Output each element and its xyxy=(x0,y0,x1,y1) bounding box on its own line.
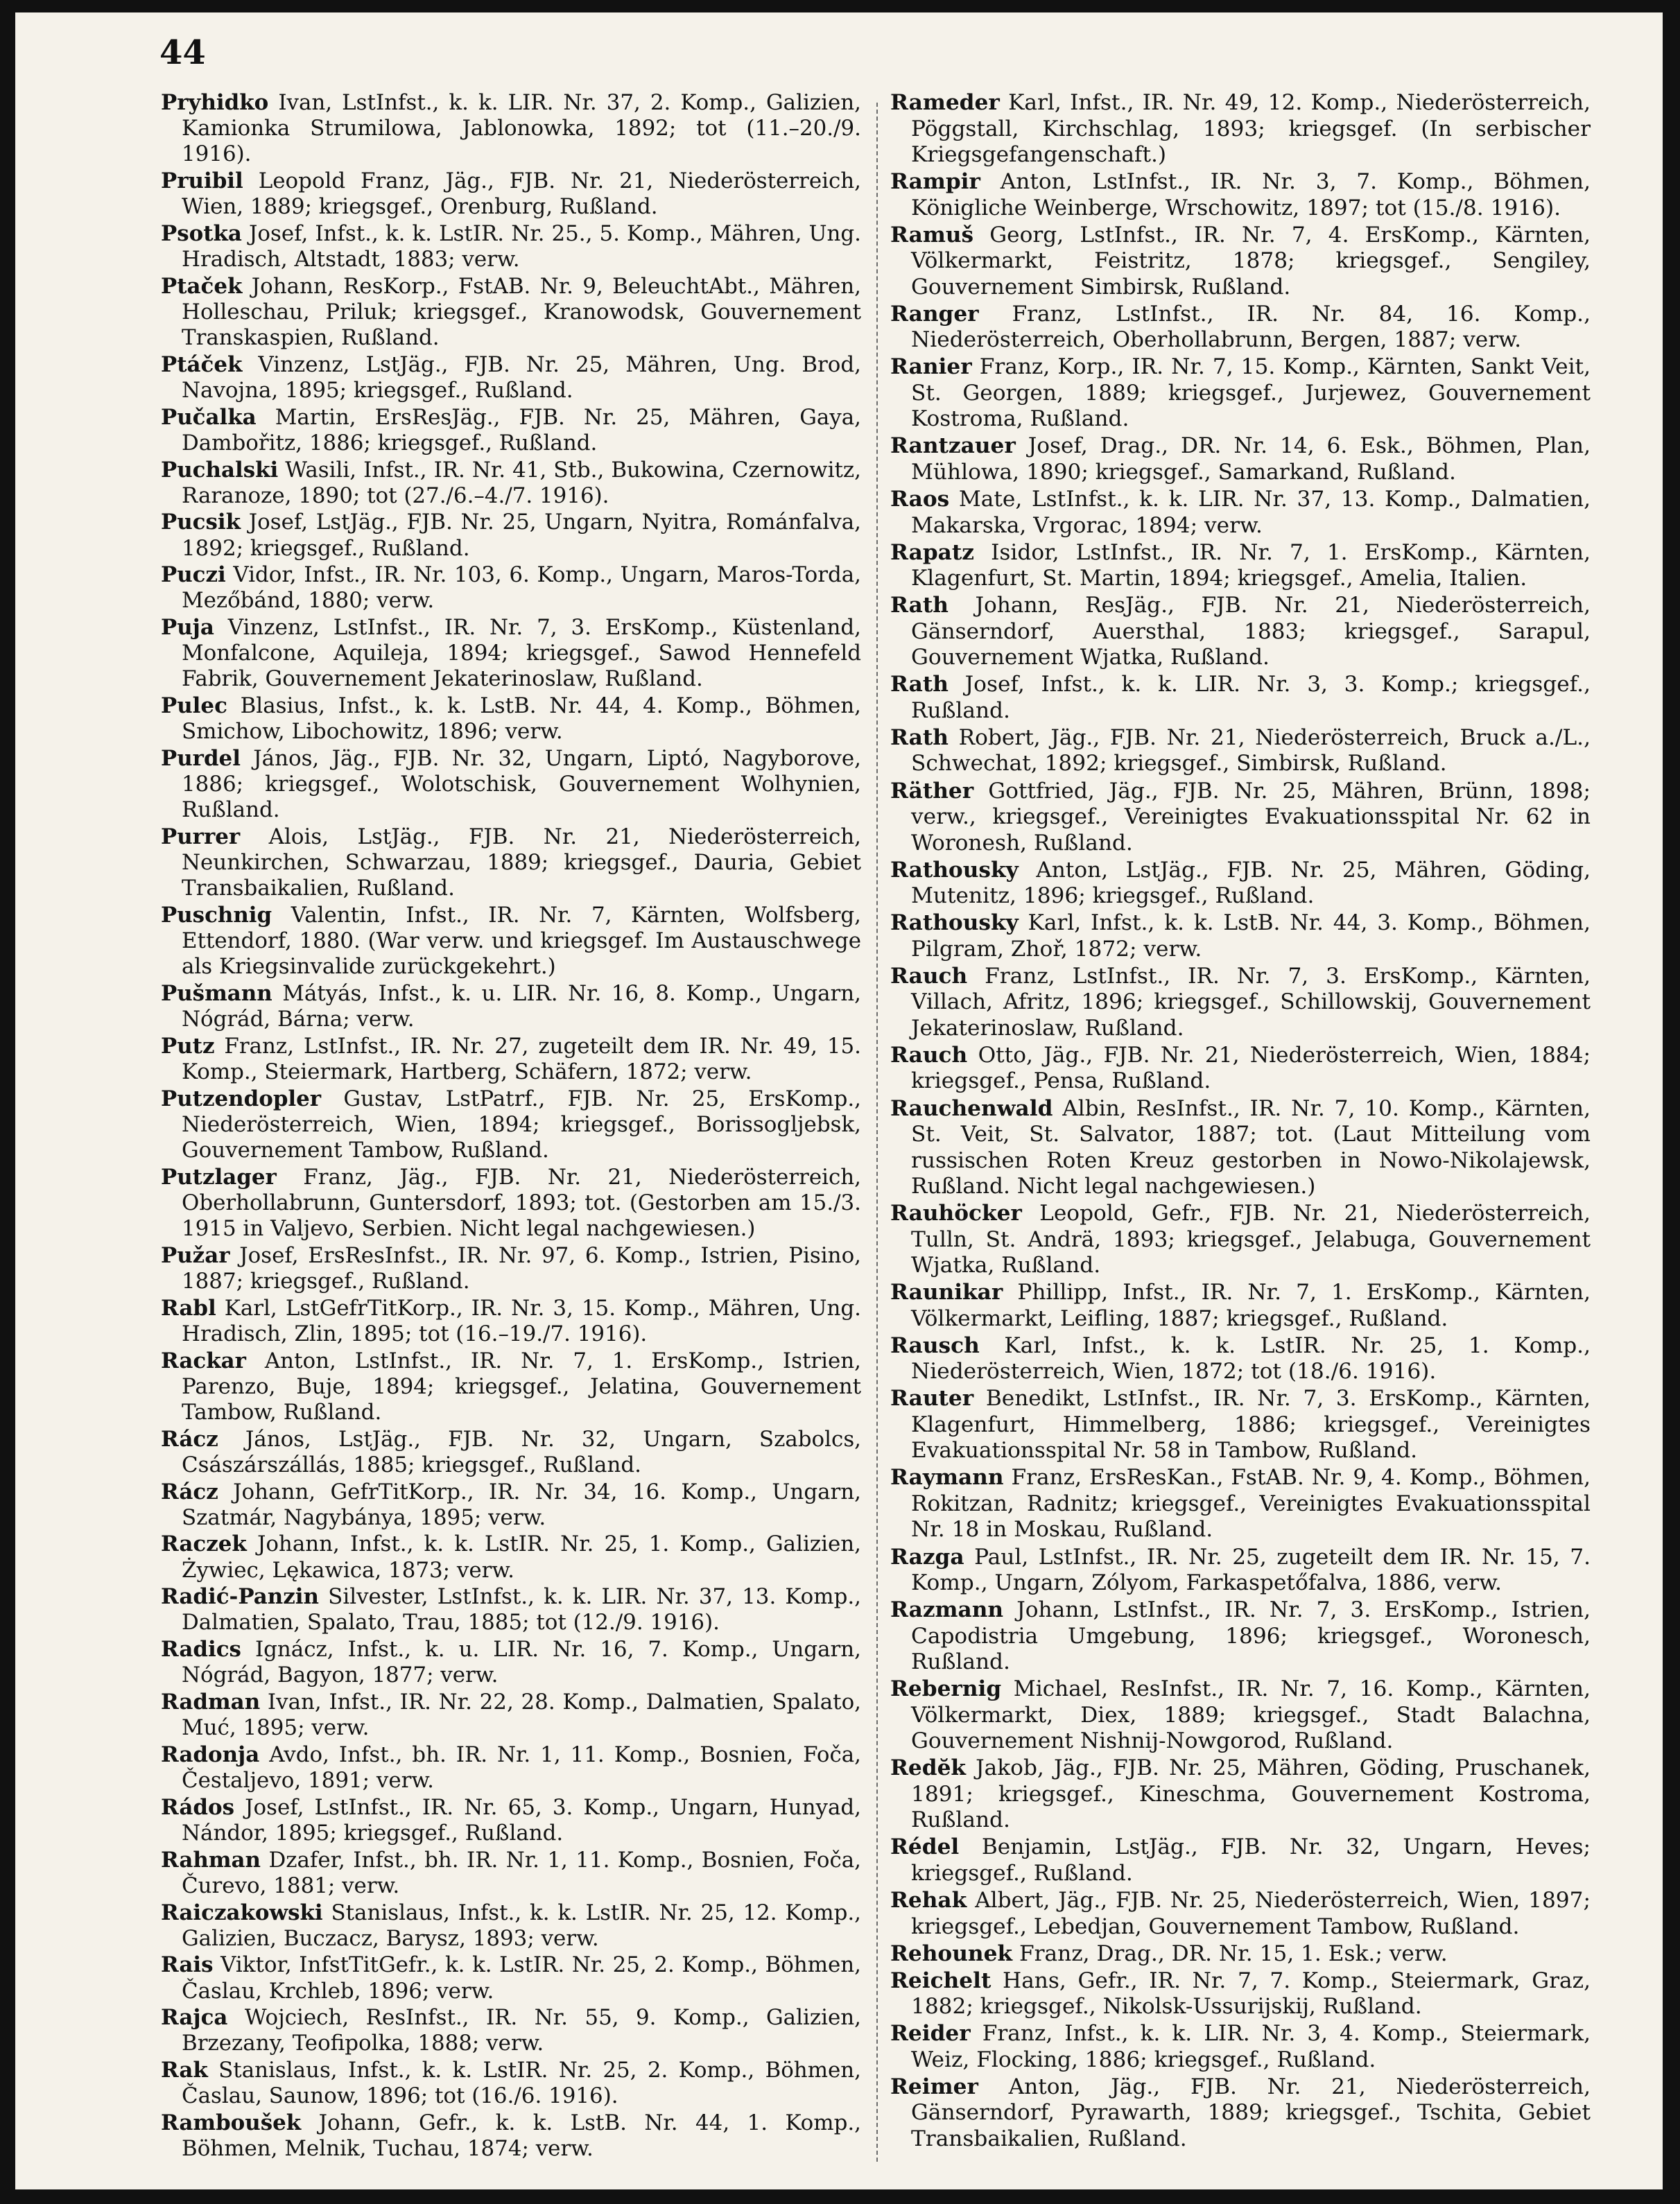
list-entry xyxy=(890,302,1591,354)
entry-surname: Rais xyxy=(161,1952,214,1978)
entry-details: Isidor, LstInfst., IR. Nr. 7, 1. ErsKomp., Kärnten, Klagenfurt, St. Martin, 1894; kriegsgef., Amelia, Italien. xyxy=(911,539,1591,591)
list-entry xyxy=(890,433,1591,485)
entry-details: János, LstJäg., FJB. Nr. 32, Ungarn, Szabolcs, Császárszállás, 1885; kriegsgef., Rußland. xyxy=(182,1426,861,1477)
list-entry xyxy=(890,1201,1591,1279)
list-entry xyxy=(890,1968,1591,2020)
entry-details: Karl, Infst., k. k. LstIR. Nr. 25, 1. Komp., Niederösterreich, Wien, 1872; tot (18./6. 1916). xyxy=(911,1333,1591,1385)
list-entry xyxy=(161,1480,861,1531)
entry-surname: Purdel xyxy=(161,746,241,772)
entry-surname: Pulec xyxy=(161,693,227,719)
entry-details: Gustav, LstPatrf., FJB. Nr. 25, ErsKomp., Niederösterreich, Wien, 1894; kriegsgef., Borissogljebsk, Gouvernement Tambow, Rußland. xyxy=(182,1086,861,1163)
document-page xyxy=(15,12,1663,2189)
entry-details: Josef, Infst., k. k. LIR. Nr. 3, 3. Komp.; kriegsgef., Rußland. xyxy=(911,672,1591,723)
list-entry xyxy=(890,779,1591,857)
entry-surname: Puczi xyxy=(161,562,226,588)
list-entry xyxy=(161,1795,861,1846)
entry-details: Johann, Infst., k. k. LstIR. Nr. 25, 1. Komp., Galizien, Żywiec, Lękawica, 1873; verw. xyxy=(182,1531,861,1583)
left-column xyxy=(161,90,861,2163)
entry-surname: Rauch xyxy=(890,963,968,989)
list-entry xyxy=(161,1427,861,1478)
entry-details: Johann, GefrTitKorp., IR. Nr. 34, 16. Komp., Ungarn, Szatmár, Nagybánya, 1895; verw. xyxy=(182,1479,861,1530)
entry-details: Martin, ErsResJäg., FJB. Nr. 25, Mähren, Gaya, Dambořitz, 1886; kriegsgef., Rußland. xyxy=(182,404,861,455)
entry-surname: Pucsik xyxy=(161,510,241,535)
entry-details: Ignácz, Infst., k. u. LIR. Nr. 16, 7. Komp., Ungarn, Nógrád, Bagyon, 1877; verw. xyxy=(182,1637,861,1688)
list-entry xyxy=(890,487,1591,539)
entry-surname: Rak xyxy=(161,2058,208,2083)
entry-details: Josef, LstInfst., IR. Nr. 65, 3. Komp., Ungarn, Hunyad, Nándor, 1895; kriegsgef., Rußland. xyxy=(182,1794,861,1846)
entry-details: Karl, Infst., k. k. LstB. Nr. 44, 3. Komp., Böhmen, Pilgram, Zhoř, 1872; verw. xyxy=(911,910,1591,962)
list-entry xyxy=(161,458,861,509)
list-entry xyxy=(890,1465,1591,1543)
list-entry xyxy=(890,90,1591,168)
list-entry xyxy=(161,1637,861,1688)
entry-surname: Pužar xyxy=(161,1242,230,1268)
entry-details: Blasius, Infst., k. k. LstB. Nr. 44, 4. Komp., Böhmen, Smichow, Libochowitz, 1896; verw. xyxy=(182,693,861,745)
entry-details: Franz, Jäg., FJB. Nr. 21, Niederösterreich, Oberhollabrunn, Guntersdorf, 1893; tot. (Gestorben am 15./3. 1915 in Valjevo, Serbien. Nicht legal nachgewiesen.) xyxy=(182,1164,861,1242)
entry-surname: Ranger xyxy=(890,301,979,327)
list-entry xyxy=(890,725,1591,777)
entry-details: Wojciech, ResInfst., IR. Nr. 55, 9. Komp., Galizien, Brzezany, Teofipolka, 1888; verw. xyxy=(182,2005,861,2056)
entry-surname: Raos xyxy=(890,487,950,512)
entry-surname: Rédel xyxy=(890,1834,960,1860)
list-entry xyxy=(890,1888,1591,1940)
list-entry xyxy=(161,1243,861,1294)
entry-details: Wasili, Infst., IR. Nr. 41, Stb., Bukowina, Czernowitz, Raranoze, 1890; tot (27./6.–4./7. 1916). xyxy=(182,457,862,508)
list-entry xyxy=(161,1584,861,1635)
page-number: 44 xyxy=(159,33,206,72)
entry-surname: Putz xyxy=(161,1033,215,1059)
entry-surname: Räther xyxy=(890,778,974,804)
list-entry xyxy=(161,274,861,351)
entry-details: Benjamin, LstJäg., FJB. Nr. 32, Ungarn, Heves; kriegsgef., Rußland. xyxy=(911,1834,1591,1886)
entry-surname: Rehak xyxy=(890,1888,967,1914)
list-entry xyxy=(890,858,1591,910)
entry-details: Jakob, Jäg., FJB. Nr. 25, Mähren, Göding, Pruschanek, 1891; kriegsgef., Kineschma, Gouvernement Kostroma, Rußland. xyxy=(911,1755,1591,1833)
entry-surname: Rebernig xyxy=(890,1676,1002,1702)
entry-surname: Rameder xyxy=(890,90,1000,115)
entry-surname: Rathousky xyxy=(890,857,1019,883)
list-entry xyxy=(890,1545,1591,1597)
list-entry xyxy=(890,2021,1591,2073)
entry-surname: Raunikar xyxy=(890,1280,1003,1305)
entry-surname: Rahman xyxy=(161,1847,261,1873)
entry-details: Franz, LstInfst., IR. Nr. 7, 3. ErsKomp., Kärnten, Villach, Afritz, 1896; kriegsgef., Schillowskij, Gouvernement Jekaterinoslaw, Rußland. xyxy=(911,963,1591,1041)
entry-details: Anton, Jäg., FJB. Nr. 21, Niederösterreich, Gänserndorf, Pyrawarth, 1889; kriegsgef., Tschita, Gebiet Transbaikalien, Rußland. xyxy=(911,2074,1591,2151)
entry-surname: Rauch xyxy=(890,1042,968,1068)
entry-surname: Pušmann xyxy=(161,981,272,1007)
entry-surname: Radonja xyxy=(161,1742,260,1767)
entry-surname: Raymann xyxy=(890,1465,1004,1491)
entry-surname: Razga xyxy=(890,1544,964,1570)
entry-surname: Rathousky xyxy=(890,910,1019,936)
list-entry xyxy=(890,1280,1591,1332)
entry-details: Johann, ResJäg., FJB. Nr. 21, Niederösterreich, Gänserndorf, Auersthal, 1883; kriegsgef., Sarapul, Gouvernement Wjatka, Rußland. xyxy=(911,593,1591,670)
entry-surname: Razmann xyxy=(890,1597,1004,1623)
entry-details: Vidor, Infst., IR. Nr. 103, 6. Komp., Ungarn, Maros-Torda, Mezőbánd, 1880; verw. xyxy=(182,562,861,614)
list-entry xyxy=(890,354,1591,433)
list-entry xyxy=(161,2110,861,2162)
entry-surname: Ptaček xyxy=(161,273,243,299)
entry-details: Karl, Infst., IR. Nr. 49, 12. Komp., Niederösterreich, Pöggstall, Kirchschlag, 1893; kriegsgef. (In serbischer Kriegsgefangenschaft.) xyxy=(911,90,1591,167)
entry-details: Josef, Drag., DR. Nr. 14, 6. Esk., Böhmen, Plan, Mühlowa, 1890; kriegsgef., Samarkand, Rußland. xyxy=(911,433,1591,485)
entry-surname: Puschnig xyxy=(161,903,272,928)
list-entry xyxy=(161,903,861,980)
entry-surname: Rácz xyxy=(161,1479,218,1504)
entry-details: Robert, Jäg., FJB. Nr. 21, Niederösterreich, Bruck a./L., Schwechat, 1892; kriegsgef., Simbirsk, Rußland. xyxy=(911,724,1591,776)
list-entry xyxy=(161,1348,861,1425)
entry-details: Stanislaus, Infst., k. k. LstIR. Nr. 25, 12. Komp., Galizien, Buczacz, Barysz, 1893; verw. xyxy=(182,1900,861,1951)
entry-surname: Reider xyxy=(890,2021,971,2047)
list-entry xyxy=(890,964,1591,1042)
list-entry xyxy=(161,405,861,456)
list-entry xyxy=(890,1755,1591,1834)
list-entry xyxy=(890,1834,1591,1886)
entry-details: Otto, Jäg., FJB. Nr. 21, Niederösterreich, Wien, 1884; kriegsgef., Pensa, Rußland. xyxy=(911,1042,1591,1094)
entry-details: Franz, LstInfst., IR. Nr. 84, 16. Komp., Niederösterreich, Oberhollabrunn, Bergen, 1887; verw. xyxy=(911,301,1591,353)
entry-surname: Ptáček xyxy=(161,352,243,377)
list-entry xyxy=(161,1742,861,1794)
entry-details: Mate, LstInfst., k. k. LIR. Nr. 37, 13. Komp., Dalmatien, Makarska, Vrgorac, 1894; verw. xyxy=(911,487,1591,538)
list-entry xyxy=(890,910,1591,962)
list-entry xyxy=(890,223,1591,301)
list-entry xyxy=(161,981,861,1032)
entry-surname: Pruibil xyxy=(161,168,243,194)
list-entry xyxy=(890,672,1591,724)
entry-surname: Puja xyxy=(161,615,214,641)
entry-surname: Ramboušek xyxy=(161,2110,302,2136)
list-entry xyxy=(161,1900,861,1952)
entry-details: Phillipp, Infst., IR. Nr. 7, 1. ErsKomp., Kärnten, Völkermarkt, Leifling, 1887; kriegsgef., Rußland. xyxy=(911,1280,1591,1331)
list-entry xyxy=(161,1165,861,1242)
entry-details: Georg, LstInfst., IR. Nr. 7, 4. ErsKomp., Kärnten, Völkermarkt, Feistritz, 1878; kriegsgef., Sengiley, Gouvernement Simbirsk, Rußland. xyxy=(911,222,1591,300)
list-entry xyxy=(161,824,861,901)
entry-details: János, Jäg., FJB. Nr. 32, Ungarn, Liptó, Nagyborove, 1886; kriegsgef., Wolotschisk, Gouvernement Wolhynien, Rußland. xyxy=(182,746,861,823)
list-entry xyxy=(161,1848,861,1899)
entry-details: Anton, LstInfst., IR. Nr. 3, 7. Komp., Böhmen, Königliche Weinberge, Wrschowitz, 1897; tot (15./8. 1916). xyxy=(911,169,1591,220)
entry-details: Johann, LstInfst., IR. Nr. 7, 3. ErsKomp., Istrien, Capodistria Umgebung, 1896; kriegsgef., Woronesch, Rußland. xyxy=(911,1597,1591,1675)
list-entry xyxy=(890,540,1591,592)
list-entry xyxy=(161,746,861,823)
list-entry xyxy=(161,693,861,745)
entry-surname: Rath xyxy=(890,593,949,618)
list-entry xyxy=(890,1597,1591,1676)
entry-details: Alois, LstJäg., FJB. Nr. 21, Niederösterreich, Neunkirchen, Schwarzau, 1889; kriegsgef., Dauria, Gebiet Transbaikalien, Rußland. xyxy=(182,824,861,901)
list-entry xyxy=(161,562,861,614)
list-entry xyxy=(161,1531,861,1583)
entry-surname: Rampir xyxy=(890,169,980,195)
entry-surname: Rauter xyxy=(890,1386,974,1412)
entry-surname: Putzendopler xyxy=(161,1086,322,1111)
entry-surname: Rabl xyxy=(161,1295,216,1321)
entry-surname: Radman xyxy=(161,1690,261,1715)
entry-surname: Rádos xyxy=(161,1794,234,1820)
list-entry xyxy=(890,1043,1591,1095)
entry-details: Franz, Drag., DR. Nr. 15, 1. Esk.; verw. xyxy=(1019,1941,1448,1966)
entry-details: Viktor, InfstTitGefr., k. k. LstIR. Nr. 25, 2. Komp., Böhmen, Časlau, Krchleb, 1896; verw. xyxy=(182,1952,861,2004)
list-entry xyxy=(161,90,861,167)
entry-surname: Redĕk xyxy=(890,1755,967,1781)
entry-surname: Radić-Panzin xyxy=(161,1584,319,1610)
entry-surname: Rausch xyxy=(890,1333,980,1358)
entry-surname: Putzlager xyxy=(161,1164,277,1190)
entry-details: Franz, Korp., IR. Nr. 7, 15. Komp., Kärnten, Sankt Veit, St. Georgen, 1889; kriegsgef., Jurjewez, Gouvernement Kostroma, Rußland. xyxy=(911,354,1591,432)
entry-details: Josef, Infst., k. k. LstIR. Nr. 25., 5. Komp., Mähren, Ung. Hradisch, Altstadt, 1883; verw. xyxy=(182,220,861,272)
list-entry xyxy=(890,1096,1591,1200)
list-entry xyxy=(161,615,861,692)
entry-details: Franz, LstInfst., IR. Nr. 27, zugeteilt dem IR. Nr. 49, 15. Komp., Steiermark, Hartberg, Schäfern, 1872; verw. xyxy=(182,1033,861,1085)
entry-surname: Radics xyxy=(161,1637,241,1663)
right-column xyxy=(890,90,1591,2153)
entry-surname: Rauhöcker xyxy=(890,1201,1022,1226)
list-entry xyxy=(161,2058,861,2109)
entry-details: Avdo, Infst., bh. IR. Nr. 1, 11. Komp., Bosnien, Foča, Čestaljevo, 1891; verw. xyxy=(182,1742,861,1794)
entry-details: Vinzenz, LstJäg., FJB. Nr. 25, Mähren, Ung. Brod, Navojna, 1895; kriegsgef., Rußland. xyxy=(182,352,861,403)
list-entry xyxy=(161,1952,861,2004)
list-entry xyxy=(161,221,861,272)
entry-surname: Reichelt xyxy=(890,1968,991,1993)
entry-surname: Raiczakowski xyxy=(161,1900,323,1925)
list-entry xyxy=(161,1690,861,1741)
entry-details: Silvester, LstInfst., k. k. LIR. Nr. 37, 13. Komp., Dalmatien, Spalato, Trau, 1885; tot (12./9. 1916). xyxy=(182,1584,861,1635)
entry-details: Gottfried, Jäg., FJB. Nr. 25, Mähren, Brünn, 1898; verw., kriegsgef., Vereinigtes Evakuationsspital Nr. 62 in Woronesh, Rußland. xyxy=(911,778,1591,856)
list-entry xyxy=(161,352,861,404)
entry-details: Franz, ErsResKan., FstAB. Nr. 9, 4. Komp., Böhmen, Rokitzan, Radnitz; kriegsgef., Vereinigtes Evakuationsspital Nr. 18 in Moskau, Rußland. xyxy=(911,1465,1591,1543)
entry-surname: Rehounek xyxy=(890,1941,1013,1966)
entry-surname: Puchalski xyxy=(161,457,279,483)
entry-details: Johann, ResKorp., FstAB. Nr. 9, BeleuchtAbt., Mähren, Holleschau, Priluk; kriegsgef., Kranowodsk, Gouvernement Transkaspien, Rußland. xyxy=(182,273,861,351)
entry-details: Anton, LstInfst., IR. Nr. 7, 1. ErsKomp., Istrien, Parenzo, Buje, 1894; kriegsgef., Jelatina, Gouvernement Tambow, Rußland. xyxy=(182,1348,861,1425)
entry-details: Paul, LstInfst., IR. Nr. 25, zugeteilt dem IR. Nr. 15, 7. Komp., Ungarn, Zólyom, Farkaspetőfalva, 1886, verw. xyxy=(911,1544,1591,1596)
entry-details: Hans, Gefr., IR. Nr. 7, 7. Komp., Steiermark, Graz, 1882; kriegsgef., Nikolsk-Ussurijskij, Rußland. xyxy=(911,1968,1591,2020)
list-entry xyxy=(890,593,1591,671)
entry-surname: Rantzauer xyxy=(890,433,1016,459)
entry-details: Albert, Jäg., FJB. Nr. 25, Niederösterreich, Wien, 1897; kriegsgef., Lebedjan, Gouvernement Tambow, Rußland. xyxy=(911,1888,1591,1939)
list-entry xyxy=(161,2005,861,2056)
entry-details: Josef, ErsResInfst., IR. Nr. 97, 6. Komp., Istrien, Pisino, 1887; kriegsgef., Rußland. xyxy=(182,1242,861,1294)
entry-details: Johann, Gefr., k. k. LstB. Nr. 44, 1. Komp., Böhmen, Melnik, Tuchau, 1874; verw. xyxy=(182,2110,861,2162)
entry-surname: Raczek xyxy=(161,1531,247,1557)
list-entry xyxy=(161,510,861,561)
entry-details: Ivan, Infst., IR. Nr. 22, 28. Komp., Dalmatien, Spalato, Muć, 1895; verw. xyxy=(182,1690,861,1741)
entry-surname: Reimer xyxy=(890,2074,978,2099)
entry-details: Albin, ResInfst., IR. Nr. 7, 10. Komp., Kärnten, St. Veit, St. Salvator, 1887; tot. (Laut Mitteilung vom russischen Roten Kreuz gestorben in Nowo-Nikolajewsk, Rußland. Nicht legal nachgewiesen.) xyxy=(911,1095,1591,1199)
entry-details: Anton, LstJäg., FJB. Nr. 25, Mähren, Göding, Mutenitz, 1896; kriegsgef., Rußland. xyxy=(911,857,1591,909)
entry-surname: Rath xyxy=(890,672,949,697)
entry-details: Benedikt, LstInfst., IR. Nr. 7, 3. ErsKomp., Kärnten, Klagenfurt, Himmelberg, 1886; kriegsgef., Vereinigtes Evakuationsspital Nr. 58 in Tambow, Rußland. xyxy=(911,1386,1591,1464)
entry-details: Leopold, Gefr., FJB. Nr. 21, Niederösterreich, Tulln, St. Andrä, 1893; kriegsgef., Jelabuga, Gouvernement Wjatka, Rußland. xyxy=(911,1201,1591,1278)
entry-surname: Pryhidko xyxy=(161,90,269,115)
list-entry xyxy=(890,1676,1591,1755)
entry-surname: Rauchenwald xyxy=(890,1095,1053,1121)
entry-details: Vinzenz, LstInfst., IR. Nr. 7, 3. ErsKomp., Küstenland, Monfalcone, Aquileja, 1894; kriegsgef., Sawod Hennefeld Fabrik, Gouvernement Jekaterinoslaw, Rußland. xyxy=(182,615,861,692)
list-entry xyxy=(161,1086,861,1163)
list-entry xyxy=(161,1296,861,1347)
entry-details: Stanislaus, Infst., k. k. LstIR. Nr. 25, 2. Komp., Böhmen, Časlau, Saunow, 1896; tot (16./6. 1916). xyxy=(182,2058,861,2109)
list-entry xyxy=(890,2074,1591,2153)
entry-details: Dzafer, Infst., bh. IR. Nr. 1, 11. Komp., Bosnien, Foča, Čurevo, 1881; verw. xyxy=(182,1847,862,1898)
entry-details: Valentin, Infst., IR. Nr. 7, Kärnten, Wolfsberg, Ettendorf, 1880. (War verw. und kriegsgef. Im Austauschwege als Kriegsinvalide zurückgekehrt.) xyxy=(182,903,861,980)
list-entry xyxy=(161,168,861,220)
entry-details: Leopold Franz, Jäg., FJB. Nr. 21, Niederösterreich, Wien, 1889; kriegsgef., Orenburg, Rußland. xyxy=(182,168,861,220)
entry-details: Ivan, LstInfst., k. k. LIR. Nr. 37, 2. Komp., Galizien, Kamionka Strumilowa, Jablonowka, 1892; tot (11.–20./9. 1916). xyxy=(182,90,861,167)
list-entry xyxy=(890,1941,1591,1968)
entry-surname: Ramuš xyxy=(890,222,974,248)
list-entry xyxy=(161,1034,861,1085)
entry-details: Michael, ResInfst., IR. Nr. 7, 16. Komp., Kärnten, Völkermarkt, Diex, 1889; kriegsgef., Stadt Balachna, Gouvernement Nishnij-Nowgorod, Rußland. xyxy=(911,1676,1591,1754)
entry-details: Franz, Infst., k. k. LIR. Nr. 3, 4. Komp., Steiermark, Weiz, Flocking, 1886; kriegsgef., Rußland. xyxy=(911,2021,1591,2072)
entry-details: Mátyás, Infst., k. u. LIR. Nr. 16, 8. Komp., Ungarn, Nógrád, Bárna; verw. xyxy=(182,981,861,1032)
entry-surname: Rath xyxy=(890,724,949,750)
column-divider xyxy=(876,103,878,2162)
entry-surname: Rackar xyxy=(161,1348,246,1373)
entry-surname: Rácz xyxy=(161,1426,218,1452)
entry-details: Karl, LstGefrTitKorp., IR. Nr. 3, 15. Komp., Mähren, Ung. Hradisch, Zlin, 1895; tot (16.–19./7. 1916). xyxy=(182,1295,861,1346)
list-entry xyxy=(890,1333,1591,1385)
entry-surname: Pučalka xyxy=(161,404,257,430)
entry-details: Josef, LstJäg., FJB. Nr. 25, Ungarn, Nyitra, Románfalva, 1892; kriegsgef., Rußland. xyxy=(182,510,861,561)
entry-surname: Rapatz xyxy=(890,539,974,565)
list-entry xyxy=(890,1386,1591,1464)
entry-surname: Rajca xyxy=(161,2005,228,2031)
list-entry xyxy=(890,169,1591,221)
entry-surname: Psotka xyxy=(161,220,242,246)
entry-surname: Purrer xyxy=(161,824,241,850)
entry-surname: Ranier xyxy=(890,354,972,380)
